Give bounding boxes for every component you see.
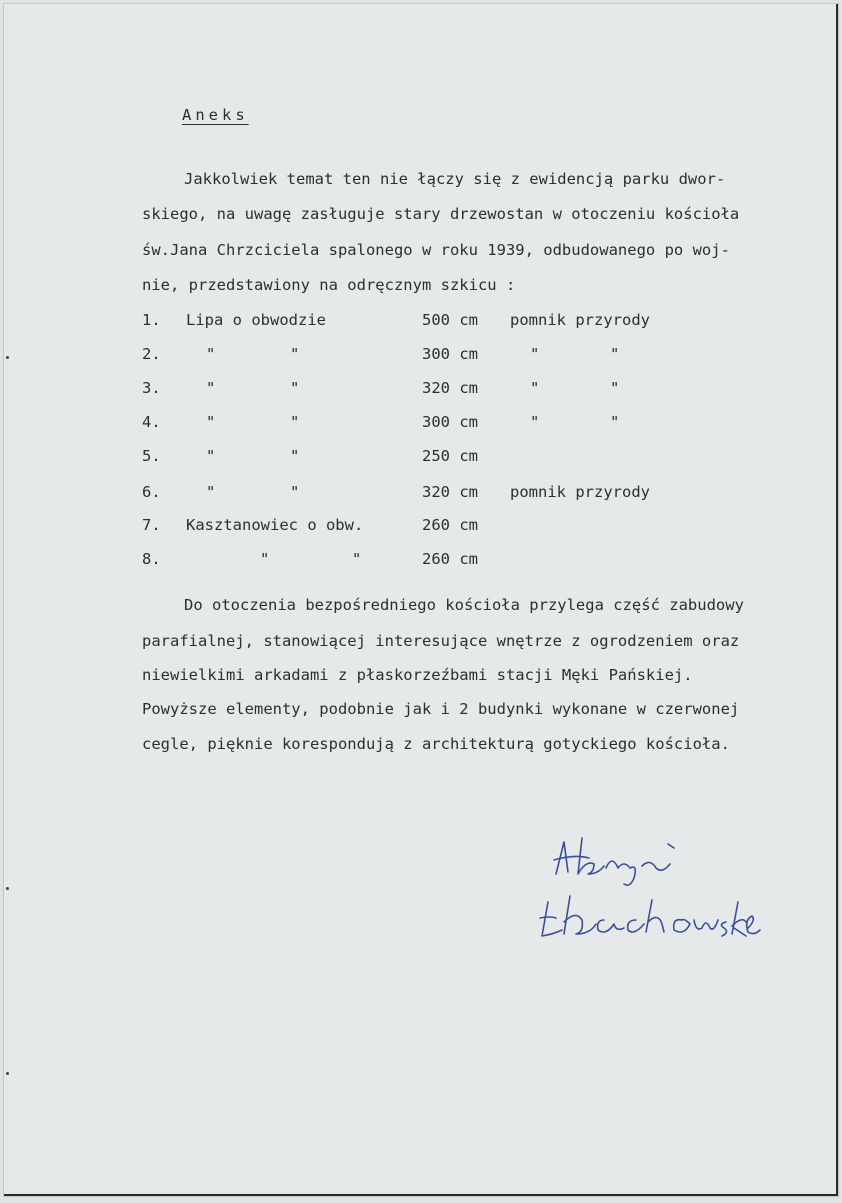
tree-list-item [142, 550, 702, 570]
tree-list-item [142, 516, 702, 536]
closing-line: niewielkimi arkadami z płaskorzeźbami stacji Męki Pańskiej. [142, 666, 693, 684]
ditto-mark: " [290, 447, 300, 465]
ditto-mark: " [206, 447, 216, 465]
signature-stroke [628, 920, 644, 932]
tree-circumference: 500 cm [422, 311, 478, 329]
ditto-mark: " [206, 379, 216, 397]
punch-hole-mark [6, 356, 9, 359]
signature-stroke [747, 916, 760, 934]
tree-species: Lipa o obwodzie [186, 311, 326, 329]
intro-line: św.Jana Chrzciciela spalonego w roku 1939, odbudowanego po woj- [142, 241, 730, 259]
ditto-mark: " [290, 345, 300, 363]
signature-stroke [564, 896, 596, 934]
ditto-mark: " [290, 413, 300, 431]
closing-line: cegle, pięknie korespondują z architekturą gotyckiego kościoła. [142, 735, 730, 753]
signature-stroke [606, 861, 635, 885]
closing-line: Powyższe elementy, podobnie jak i 2 budynki wykonane w czerwonej [142, 700, 740, 718]
ditto-mark: " [290, 483, 300, 501]
ditto-mark: " [610, 379, 620, 397]
tree-circumference: 250 cm [422, 447, 478, 465]
ditto-mark: " [610, 345, 620, 363]
ditto-mark: " [352, 550, 362, 568]
punch-hole-mark [6, 1072, 9, 1075]
item-number: 5. [142, 447, 161, 465]
ditto-mark: " [260, 550, 270, 568]
signature-stroke [540, 917, 556, 918]
item-number: 8. [142, 550, 161, 568]
document-heading: Aneks [182, 106, 249, 124]
tree-list-item [142, 413, 702, 433]
ditto-mark: " [530, 379, 540, 397]
signature-stroke [674, 920, 690, 933]
tree-list-item [142, 379, 702, 399]
handwritten-signature [534, 824, 764, 964]
signature-stroke [721, 922, 726, 936]
ditto-mark: " [290, 379, 300, 397]
tree-list-item [142, 447, 702, 467]
tree-circumference: 320 cm [422, 483, 478, 501]
ditto-mark: " [530, 345, 540, 363]
item-number: 2. [142, 345, 161, 363]
ditto-mark: " [206, 413, 216, 431]
ditto-mark: " [206, 483, 216, 501]
signature-stroke [694, 920, 718, 929]
tree-circumference: 320 cm [422, 379, 478, 397]
intro-line: Jakkolwiek temat ten nie łączy się z ewidencją parku dwor- [184, 170, 726, 188]
punch-hole-mark [6, 887, 9, 890]
tree-circumference: 260 cm [422, 550, 478, 568]
item-number: 3. [142, 379, 161, 397]
document-page [3, 3, 839, 1197]
signature-stroke [668, 844, 674, 848]
tree-circumference: 260 cm [422, 516, 478, 534]
tree-circumference: 300 cm [422, 413, 478, 431]
item-number: 4. [142, 413, 161, 431]
tree-note: pomnik przyrody [510, 311, 650, 329]
ditto-mark: " [206, 345, 216, 363]
closing-line: Do otoczenia bezpośredniego kościoła przylega część zabudowy [184, 596, 744, 614]
signature-stroke [732, 902, 746, 936]
signature-stroke [646, 900, 664, 932]
item-number: 6. [142, 483, 161, 501]
scan-edge-bottom [4, 1194, 838, 1196]
scan-edge-right [836, 4, 838, 1196]
signature-stroke [642, 862, 670, 870]
item-number: 7. [142, 516, 161, 534]
signature-stroke [542, 902, 562, 936]
tree-list-item [142, 483, 702, 503]
tree-list-item [142, 345, 702, 365]
ditto-mark: " [530, 413, 540, 431]
tree-note: pomnik przyrody [510, 483, 650, 501]
tree-circumference: 300 cm [422, 345, 478, 363]
signature-stroke [598, 920, 624, 932]
ditto-mark: " [610, 413, 620, 431]
intro-line: skiego, na uwagę zasługuje stary drzewostan w otoczeniu kościoła [142, 205, 740, 223]
intro-line: nie, przedstawiony na odręcznym szkicu : [142, 276, 516, 294]
tree-list-item [142, 311, 702, 331]
tree-species: Kasztanowiec o obw. [186, 516, 364, 534]
item-number: 1. [142, 311, 161, 329]
closing-line: parafialnej, stanowiącej interesujące wnętrze z ogrodzeniem oraz [142, 632, 740, 650]
